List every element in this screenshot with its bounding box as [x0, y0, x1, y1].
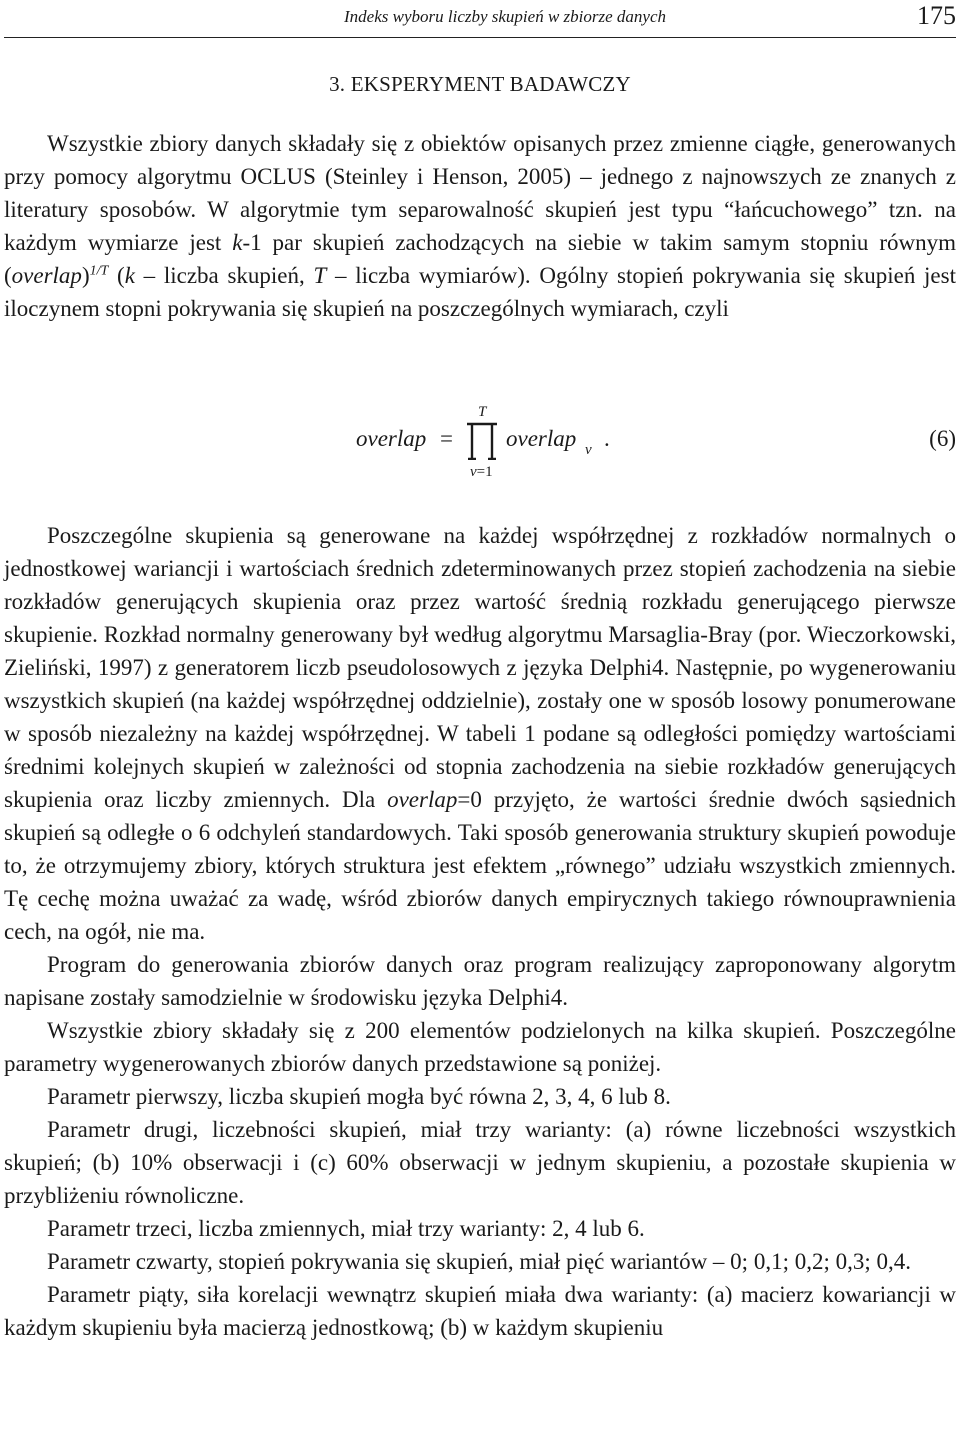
paragraph-generation	[4, 519, 956, 948]
paragraph-param-5: Parametr piąty, siła korelacji wewnątrz skupień miała dwa warianty: (a) macierz kowariancji w każdym skupieniu była macierzą jednostkową; (b) w każdym skupieniu	[4, 1282, 956, 1340]
paragraph-param-1: Parametr pierwszy, liczba skupień mogła być równa 2, 3, 4, 6 lub 8.	[47, 1084, 671, 1109]
product-lower-limit	[470, 464, 493, 481]
running-title: Indeks wyboru liczby skupień w zbiorze danych	[344, 7, 666, 26]
text-run: Poszczególne skupienia są generowane na każdej współrzędnej z rozkładów normalnych o jednostkowej wariancji i wartościach średnich zdeterminowanych przez stopień zachodzenia na siebie rozkładów generujących skupienia oraz przez wartość średnią rozkładu generującego pierwsze skupienie. Rozkład normalny generowany był według algorytmu Marsaglia-Bray (por. Wieczorkowski, Zieliński, 1997) z generatorem liczb pseudolosowych z języka Delphi4. Następnie, po wygenerowaniu wszystkich skupień (na każdej współrzędnej oddzielnie), zostały one w sposób losowy ponumerowane w sposób niezależny na każdej współrzędnej. W tabeli 1 podane są odległości pomiędzy wartościami średnimi kolejnych skupień w zależności od stopnia zachodzenia na siebie rozkładów generujących skupienia oraz liczby zmiennych. Dla	[4, 523, 956, 812]
variable-k: k	[124, 263, 135, 288]
body-text	[4, 519, 956, 1344]
variable-t: T	[313, 263, 327, 288]
text-run: Wszystkie zbiory danych składały się z obiektów opisanych przez zmienne ciągłe, generowanych przy pomocy algorytmu OCLUS (Steinley i Henson, 2005) – jednego z najnowszych ze znanych z literatury sposobów. W algorytmie tym separowalność skupień jest typu “łańcuchowego” tzn. na każdym wymiarze jest	[4, 131, 956, 255]
page-number: 175	[917, 1, 956, 30]
equation-6	[0, 404, 960, 488]
paragraph-param-2: Parametr drugi, liczebności skupień, miał trzy warianty: (a) równe liczebności wszystkich skupień; (b) 10% obserwacji i (c) 60% obserwacji w jednym skupieniu, a pozostałe skupienia w przybliżeniu równoliczne.	[4, 1117, 956, 1208]
paragraph-program: Program do generowania zbiorów danych oraz program realizujący zaproponowany algorytm napisane zostały samodzielnie w środowisku języka Delphi4.	[4, 952, 956, 1010]
paragraph-intro	[4, 127, 956, 325]
exponent-1-over-t: 1/T	[89, 263, 109, 279]
page-header	[0, 0, 960, 38]
text-run: – liczba wymiarów). Ogólny stopień pokrywania się skupień jest iloczynem stopni pokrywania się skupień na poszczególnych wymiarach, czyli	[4, 263, 956, 321]
term-overlap: overlap	[11, 263, 82, 288]
text-run: -1 par skupień zachodzących na siebie w takim samym stopniu równym (	[4, 230, 957, 288]
product-symbol-icon	[466, 422, 498, 460]
term-overlap: overlap	[387, 787, 458, 812]
product-upper-limit: T	[478, 404, 487, 420]
index-start: =1	[476, 464, 493, 480]
header-rule	[4, 37, 956, 38]
text-run: (	[108, 263, 125, 288]
text-run: )	[81, 263, 90, 288]
text-run: =0 przyjęto, że wartości średnie dwóch sąsiednich skupień są odległe o 6 odchyleń standardowych. Taki sposób generowania struktury skupień powoduje to, że otrzymujemy zbiory, których struktura jest efektem „równego” udziału wszystkich zmiennych. Tę cechę można uważać za wadę, wśród zbiorów danych empirycznych takiego równouprawnienia cech, na ogół, nie ma.	[4, 787, 956, 944]
section-heading: 3. EKSPERYMENT BADAWCZY	[329, 72, 631, 96]
formula-subscript: v	[585, 442, 592, 458]
equation-number: (6)	[929, 426, 956, 451]
formula-rhs: overlap	[506, 426, 577, 451]
formula-lhs: overlap	[356, 426, 427, 451]
index-variable: v	[470, 464, 477, 480]
paragraph-param-4: Parametr czwarty, stopień pokrywania się skupień, miał pięć wariantów – 0; 0,1; 0,2; 0,3; 0,4.	[47, 1249, 911, 1274]
formula-equals: =	[440, 426, 453, 451]
text-run: – liczba skupień,	[134, 263, 314, 288]
paragraph-datasets: Wszystkie zbiory składały się z 200 elementów podzielonych na kilka skupień. Poszczególne parametry wygenerowanych zbiorów danych przedstawione są poniżej.	[4, 1018, 956, 1076]
paragraph-param-3: Parametr trzeci, liczba zmiennych, miał trzy warianty: 2, 4 lub 6.	[47, 1216, 645, 1241]
variable-k: k	[232, 230, 243, 255]
formula-period: .	[604, 426, 610, 451]
